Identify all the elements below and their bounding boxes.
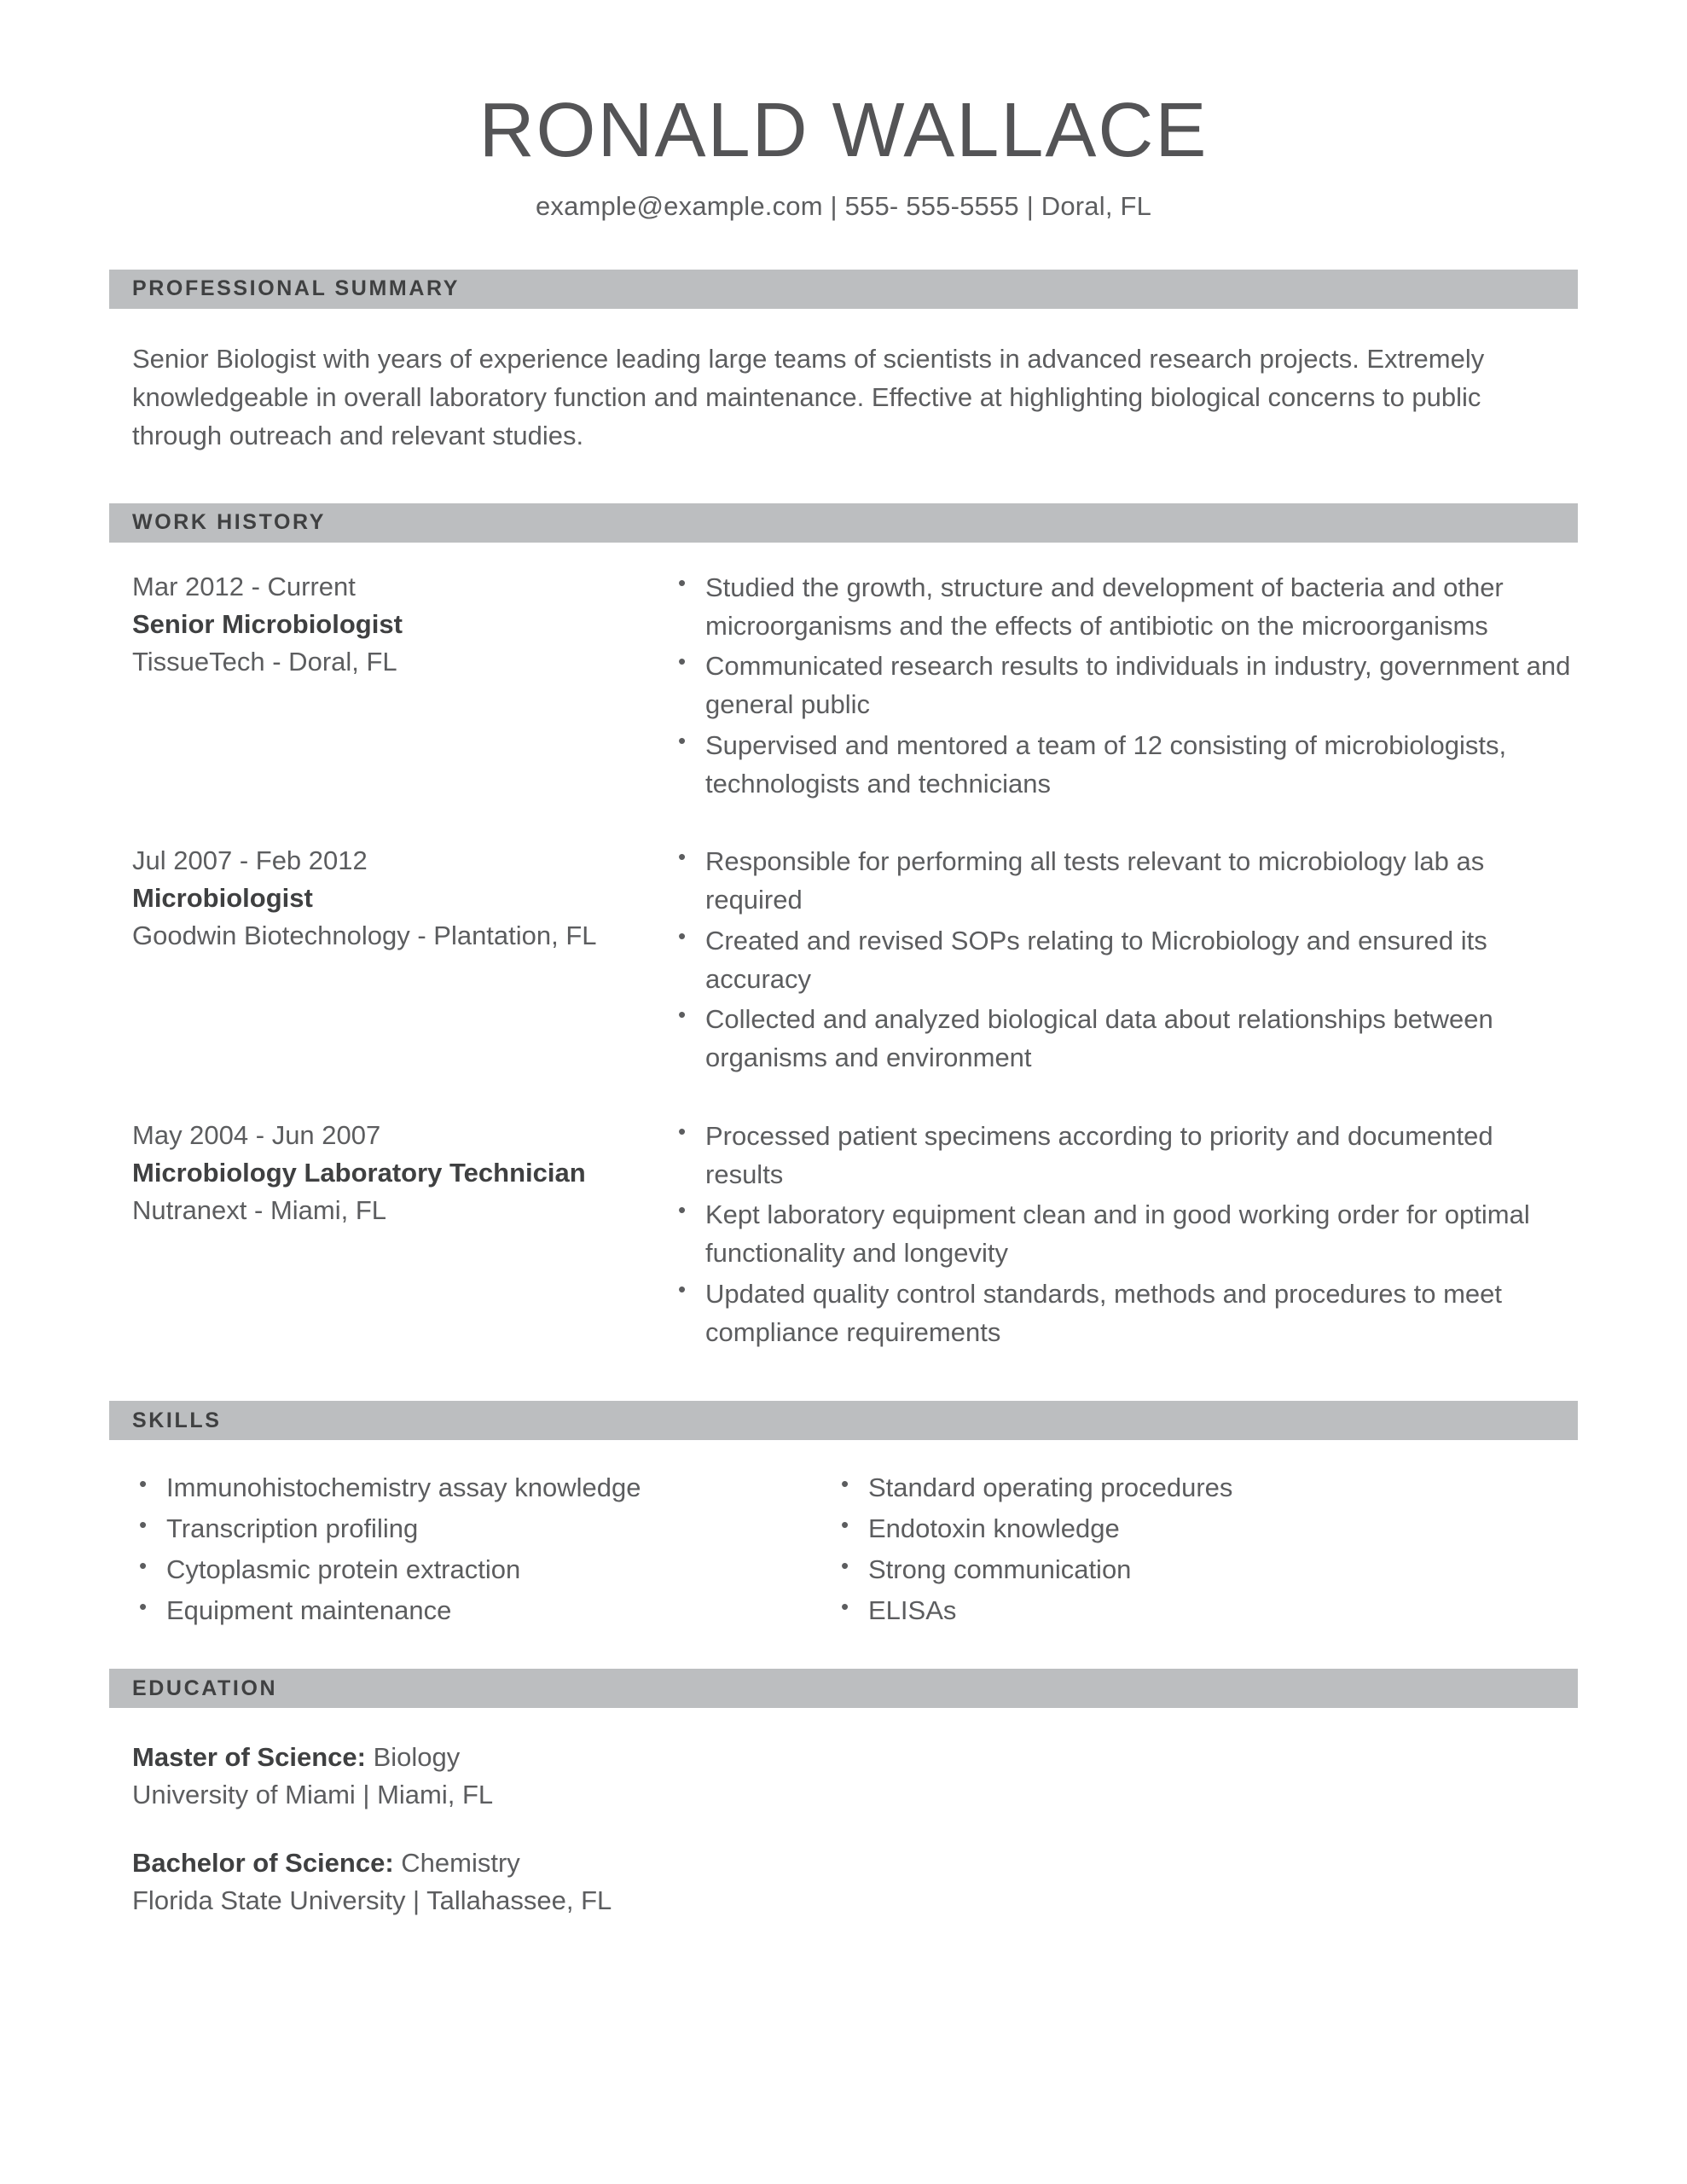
education-entry (132, 1844, 1555, 1920)
section-title: SKILLS (132, 1408, 222, 1432)
work-entry-meta (109, 1117, 659, 1354)
section-title: WORK HISTORY (132, 510, 327, 535)
work-entry-bullet-list (671, 842, 1578, 1077)
work-entry-title: Microbiologist (132, 883, 313, 914)
spacer (109, 1631, 1578, 1669)
work-entry-title: Microbiology Laboratory Technician (132, 1157, 586, 1188)
skill-item: • Standard operating procedures (834, 1467, 1578, 1508)
work-entry-dates: Mar 2012 - Current (132, 571, 356, 601)
work-entry-bullet: • Created and revised SOPs relating to Microbiology and ensured its accuracy (671, 921, 1578, 999)
work-entry-bullet: • Kept laboratory equipment clean and in good working order for optimal functionality and longevity (671, 1195, 1578, 1273)
skill-item: • Strong communication (834, 1549, 1578, 1590)
skills-list (834, 1467, 1578, 1631)
education-degree-label: Bachelor of Science: (132, 1848, 394, 1879)
section-bar-education (109, 1669, 1578, 1708)
work-entry-dates: Jul 2007 - Feb 2012 (132, 845, 368, 876)
section-skills (109, 1401, 1578, 1631)
section-title: PROFESSIONAL SUMMARY (132, 276, 460, 301)
work-entry-bullet: • Studied the growth, structure and development of bacteria and other microorganisms and the effects of antibiotic on the microorganisms (671, 568, 1578, 646)
work-entry-details (659, 568, 1578, 805)
education-degree-line (132, 1844, 1555, 1882)
section-education (109, 1669, 1578, 1920)
work-entry-bullet: • Collected and analyzed biological data about relationships between organisms and environment (671, 1000, 1578, 1077)
resume-header (109, 0, 1578, 222)
education-school: Florida State University | Tallahassee, FL (132, 1885, 612, 1916)
section-bar-professional-summary (109, 270, 1578, 309)
work-history-entry (109, 842, 1578, 1079)
professional-summary-body (109, 309, 1578, 456)
education-degree-field: Biology (373, 1742, 461, 1773)
skill-item: • Immunohistochemistry assay knowledge (132, 1467, 826, 1508)
work-entry-bullet: • Supervised and mentored a team of 12 consisting of microbiologists, technologists and technicians (671, 726, 1578, 804)
skill-item: • Endotoxin knowledge (834, 1508, 1578, 1549)
skills-list (132, 1467, 826, 1631)
section-work-history (109, 503, 1578, 1354)
work-entry-bullet-list (671, 568, 1578, 804)
work-entry-company: Nutranext - Miami, FL (132, 1194, 387, 1225)
spacer (109, 222, 1578, 270)
work-history-entry (109, 568, 1578, 805)
work-entry-dates: May 2004 - Jun 2007 (132, 1119, 381, 1150)
skill-item: • Transcription profiling (132, 1508, 826, 1549)
work-entry-details (659, 842, 1578, 1079)
candidate-name: RONALD WALLACE (478, 88, 1209, 173)
work-entry-meta (109, 842, 659, 1079)
work-entry-meta (109, 568, 659, 805)
spacer (109, 1353, 1578, 1401)
work-entry-bullet-list (671, 1117, 1578, 1352)
education-degree-field: Chemistry (401, 1848, 520, 1879)
spacer (109, 456, 1578, 503)
skills-body (109, 1440, 1578, 1631)
section-title: EDUCATION (132, 1676, 278, 1700)
skill-item: • Cytoplasmic protein extraction (132, 1549, 826, 1590)
work-entry-details (659, 1117, 1578, 1354)
skills-column-2 (826, 1467, 1578, 1631)
skills-column-1 (109, 1467, 826, 1631)
work-entry-company: Goodwin Biotechnology - Plantation, FL (132, 921, 597, 951)
education-degree-line (132, 1739, 1555, 1776)
work-entry-bullet: • Responsible for performing all tests relevant to microbiology lab as required (671, 842, 1578, 920)
section-professional-summary (109, 270, 1578, 456)
skill-item: • ELISAs (834, 1590, 1578, 1631)
work-history-entry (109, 1117, 1578, 1354)
skill-item: • Equipment maintenance (132, 1590, 826, 1631)
education-body (109, 1708, 1578, 1920)
work-entry-bullet: • Processed patient specimens according to priority and documented results (671, 1117, 1578, 1194)
contact-line: example@example.com | 555- 555-5555 | Doral, FL (535, 190, 1152, 221)
work-history-body (109, 543, 1578, 1354)
education-school: University of Miami | Miami, FL (132, 1780, 494, 1810)
work-entry-bullet: • Updated quality control standards, methods and procedures to meet compliance requirements (671, 1275, 1578, 1352)
education-entry (132, 1739, 1555, 1814)
work-entry-title: Senior Microbiologist (132, 608, 403, 639)
summary-paragraph: Senior Biologist with years of experience leading large teams of scientists in advanced research projects. Extremely knowledgeable in overall laboratory function and maintenance. Effective at highlighting biological concerns to public through outreach and relevant studies. (132, 343, 1485, 451)
section-bar-skills (109, 1401, 1578, 1440)
work-entry-company: TissueTech - Doral, FL (132, 646, 397, 677)
education-degree-label: Master of Science: (132, 1742, 366, 1773)
section-bar-work-history (109, 503, 1578, 543)
work-entry-bullet: • Communicated research results to individuals in industry, government and general public (671, 647, 1578, 724)
